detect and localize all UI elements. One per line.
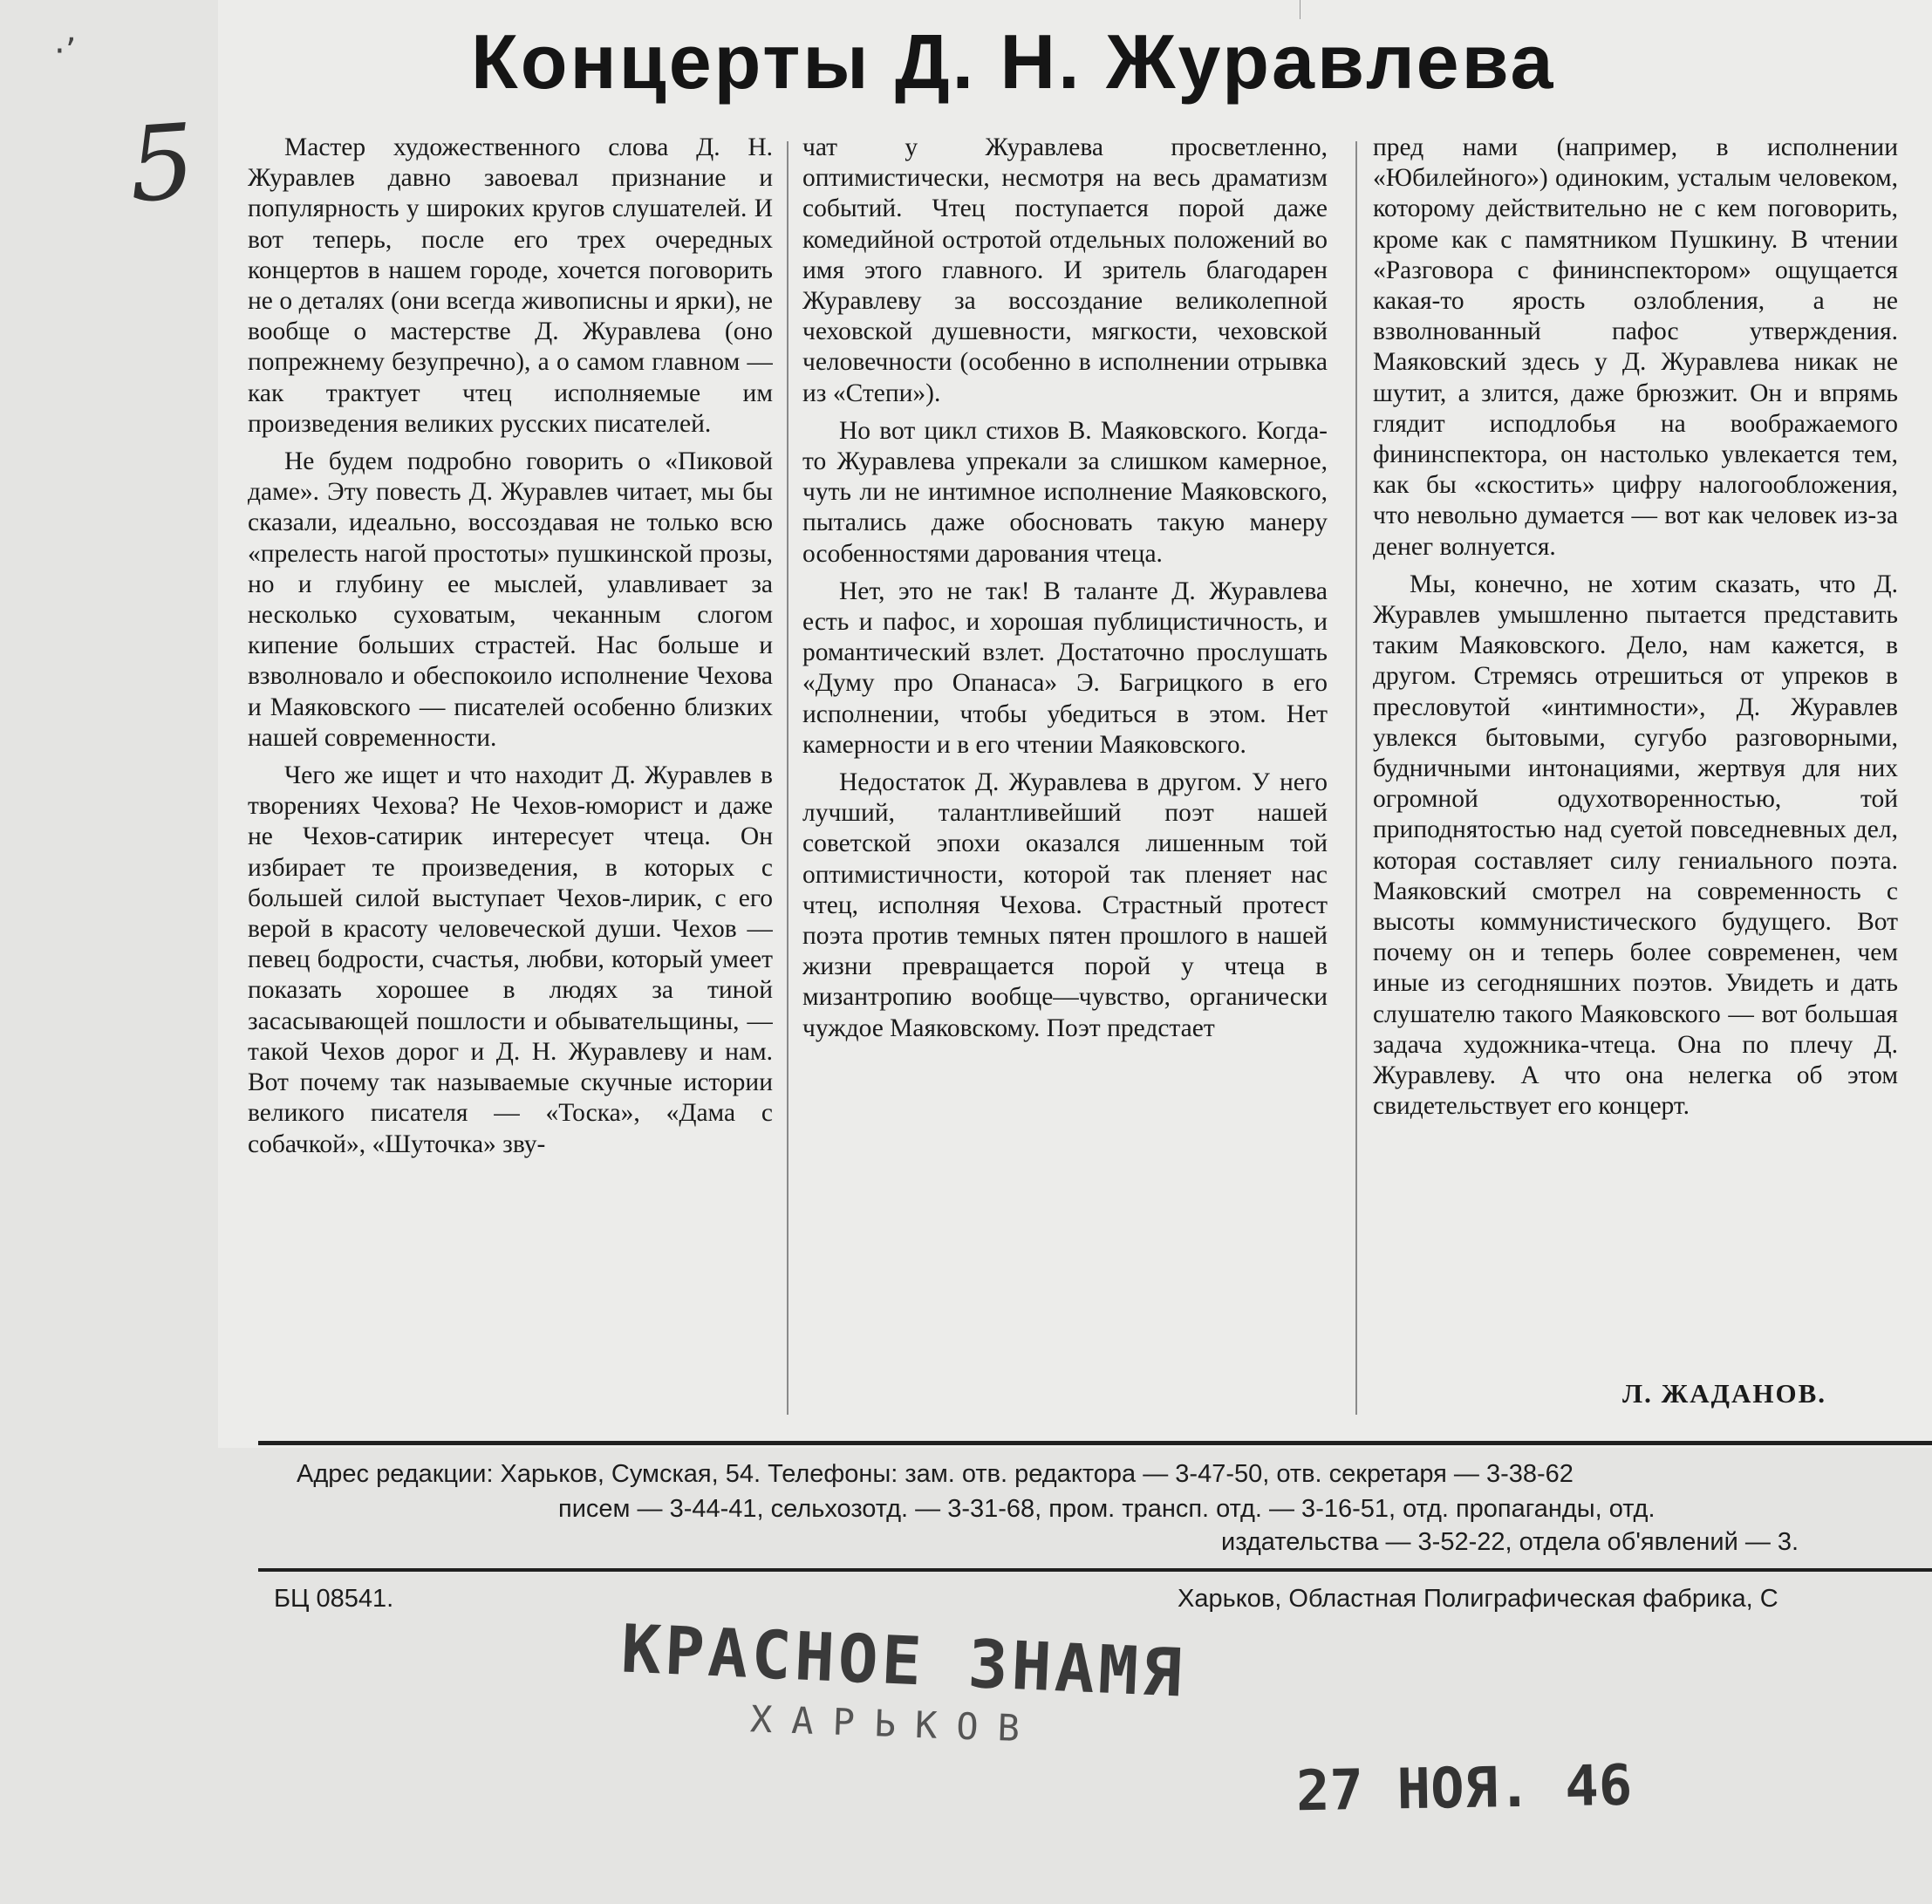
paragraph: Нет, это не так! В таланте Д. Журавлева есть и пафос, и хорошая публицистичность, и романтический взлет. Достаточно прослушать «Думу про Опанаса» Э. Багрицкого в его исполнении, чтобы убедиться в этом. Нет камерности и в его чтении Маяковского. (802, 577, 1328, 759)
corner-mark: ·ʼ (54, 31, 77, 72)
print-order-code: БЦ 08541. (274, 1585, 394, 1613)
imprint-address-line: Адрес редакции: Харьков, Сумская, 54. Телефоны: зам. отв. редактора — 3-47-50, отв. секретаря — 3-38-62 (297, 1460, 1574, 1488)
paragraph: Мастер художественного слова Д. Н. Журавлев давно завоевал признание и популярность у широких кругов слушателей. И вот теперь, после его трех очередных концертов в нашем городе, хочется поговорить не о деталях (они всегда живописны и ярки), не вообще о мастерстве Д. Журавлева (оно попрежнему безупречно), а о самом главном — как трактует чтец исполняемые им произведения великих русских писателей. (248, 133, 773, 438)
article-column-1 (248, 133, 773, 1406)
paragraph: пред нами (например, в исполнении «Юбилейного») одиноким, усталым человеком, которому действительно не с кем поговорить, кроме как с памятником Пушкину. В чтении «Разговора с фининспектором» ощущается какая-то ярость озлобления, а не взволнованный пафос утверждения. Маяковский здесь у Д. Журавлева никак не шутит, а злится, даже брюзжит. Он и впрямь глядит исподлобья на воображаемого фининспектора, он настолько увлекается тем, как бы «скостить» цифру налогообложения, что невольно думается — вот как человек из-за денег волнуется. (1373, 133, 1898, 561)
column-divider (787, 141, 789, 1415)
paper-fold-mark (1300, 0, 1301, 19)
imprint-phones-line: издательства — 3-52-22, отдела об'явлений — 3. (1221, 1528, 1799, 1556)
column-divider (1355, 141, 1357, 1415)
paragraph: Но вот цикл стихов В. Маяковского. Когда-то Журавлева упрекали за слишком камерное, чуть ли не интимное исполнение Маяковского, пытались даже обосновать такую манеру особенностями дарования чтеца. (802, 416, 1328, 568)
paragraph: Не будем подробно говорить о «Пиковой даме». Эту повесть Д. Журавлев читает, мы бы сказали, идеально, воссоздавая не только всю «прелесть нагой простоты» пушкинской прозы, но и глубину ее мыслей, улавливает за несколько суховатым, чеканным слогом кипение больших страстей. Нас больше и взволновало и обеспокоило исполнение Чехова и Маяковского — писателей особенно близких нашей современности. (248, 447, 773, 752)
paragraph: чат у Журавлева просветленно, оптимистически, несмотря на весь драматизм событий. Чтец поступается порой даже комедийной остротой отдельных положений во имя этого главного. И зритель благодарен Журавлеву за воссоздание великолепной чеховской душевности, мягкости, чеховской человечности (особенно в исполнении отрывка из «Степи»). (802, 133, 1328, 407)
imprint-phones-line: писем — 3-44-41, сельхозотд. — 3-31-68, пром. трансп. отд. — 3-16-51, отд. пропаганды, отд. (558, 1495, 1656, 1523)
printer-imprint: Харьков, Областная Полиграфическая фабрика, С (1178, 1585, 1778, 1613)
paragraph: Чего же ищет и что находит Д. Журавлев в творениях Чехова? Не Чехов-юморист и даже не Чехов-сатирик интересует чтеца. Он избирает те произведения, в которых с большей силой выступает Чехов-лирик, с его верой в красоту человеческой души. Чехов — певец бодрости, счастья, любви, который умеет показать хорошее в людях за тиной засасывающей пошлости и обывательщины, — такой Чехов дорог и Д. Н. Журавлеву и нам. Вот почему так называемые скучные истории великого писателя — «Тоска», «Дама с собачкой», «Шуточка» зву- (248, 761, 773, 1158)
footer-rule (258, 1441, 1932, 1445)
article-column-2 (802, 133, 1328, 1406)
author-signature: Л. ЖАДАНОВ. (1622, 1378, 1827, 1409)
newspaper-stamp-city: ХАРЬКОВ (749, 1697, 1040, 1750)
article-column-3 (1373, 133, 1898, 1406)
newspaper-stamp-title: КРАСНОЕ ЗНАМЯ (619, 1609, 1187, 1712)
date-stamp: 27 НОЯ. 46 (1295, 1753, 1633, 1825)
handwritten-page-number: 5 (125, 100, 199, 226)
paragraph: Мы, конечно, не хотим сказать, что Д. Журавлев умышленно пытается представить таким Маяковского. Дело, нам кажется, в другом. Стремясь отрешиться от упреков в пресловутой «интимности», Д. Журавлев увлекся бытовыми, сугубо разговорными, будничными интонациями, жертвуя для них огромной одухотворенностью, той приподнятостью над суетой повседневных дел, которая составляет силу гениального поэта. Маяковский смотрел на современность с высоты коммунистического будущего. Вот почему он и теперь более современен, чем иные из сегодняшних поэтов. Увидеть и дать слушателю такого Маяковского — вот большая задача художника-чтеца. Она по плечу Д. Журавлеву. А что она нелегка об этом свидетельствует его концерт. (1373, 570, 1898, 1121)
footer-rule (258, 1568, 1932, 1572)
paragraph: Недостаток Д. Журавлева в другом. У него лучший, талантливейший поэт нашей советской эпохи оказался лишенным той оптимистичности, которой так пленяет нас чтец, исполняя Чехова. Страстный протест поэта против темных пятен прошлого в нашей жизни превращается порой у чтеца в мизантропию вообще—чувство, органически чуждое Маяковскому. Поэт предстает (802, 768, 1328, 1042)
article-headline: Концерты Д. Н. Журавлева (471, 18, 1556, 105)
